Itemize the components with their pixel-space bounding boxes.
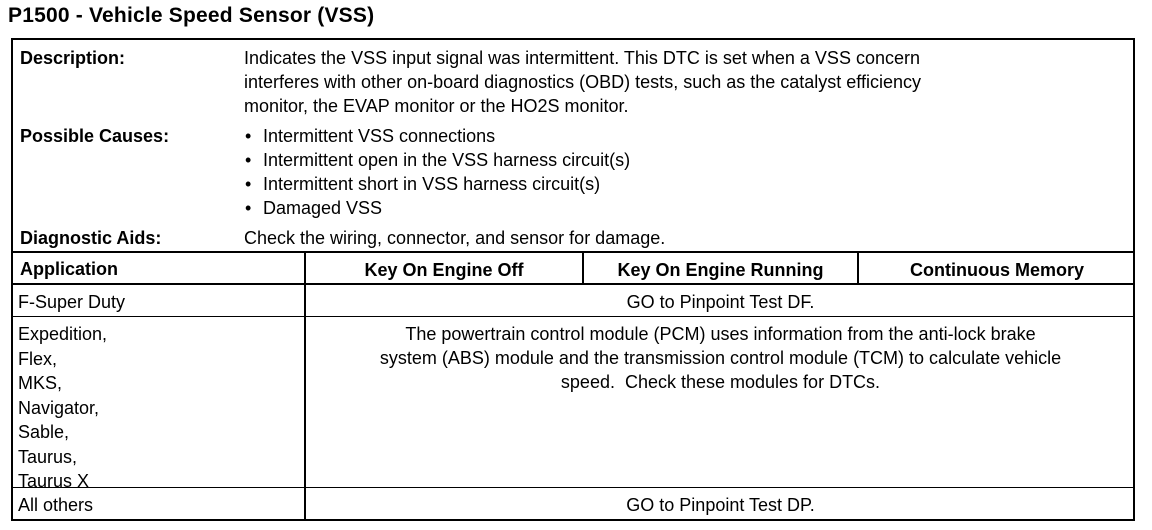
list-item: • Intermittent VSS connections [244, 124, 630, 148]
list-item: • Damaged VSS [244, 196, 630, 220]
table-row-application: All others [18, 495, 94, 515]
column-header-application: Application [20, 259, 118, 279]
list-item: Taurus, [18, 446, 78, 467]
list-item: Navigator, [18, 397, 100, 418]
table-row-application: F-Super Duty [18, 292, 126, 312]
table-row-action-line: system (ABS) module and the transmission control module (TCM) to calculate vehicle [379, 348, 1062, 368]
divider [11, 251, 1135, 253]
diagnostic-aids-label: Diagnostic Aids: [20, 228, 162, 248]
column-header-koeo: Key On Engine Off [364, 260, 524, 280]
description-label: Description: [20, 48, 126, 68]
list-item: • Intermittent short in VSS harness circuit(s) [244, 172, 630, 196]
table-row-action-line: speed. Check these modules for DTCs. [560, 372, 881, 392]
diagnostic-aids-text: Check the wiring, connector, and sensor for damage. [244, 228, 666, 248]
table-row-application-list [18, 322, 107, 494]
list-item: Flex, [18, 348, 58, 369]
description-line: Indicates the VSS input signal was intermittent. This DTC is set when a VSS concern [244, 48, 920, 68]
divider [11, 487, 1135, 488]
description-line: interferes with other on-board diagnostics (OBD) tests, such as the catalyst efficiency [244, 72, 921, 92]
divider [11, 316, 1135, 317]
list-item: Taurus X [18, 471, 90, 491]
table-row-action: GO to Pinpoint Test DF. [626, 292, 815, 312]
list-item: MKS, [18, 373, 63, 393]
possible-causes-list [244, 124, 630, 220]
list-item: Sable, [18, 422, 70, 442]
column-header-koer: Key On Engine Running [617, 260, 824, 280]
possible-causes-label: Possible Causes: [20, 126, 170, 146]
list-item: • Intermittent open in the VSS harness circuit(s) [244, 148, 630, 172]
table-row-action-line: The powertrain control module (PCM) uses information from the anti-lock brake [405, 324, 1036, 344]
list-item: Expedition, [18, 324, 108, 344]
description-line: monitor, the EVAP monitor or the HO2S monitor. [244, 96, 629, 116]
page-title: P1500 - Vehicle Speed Sensor (VSS) [8, 4, 375, 27]
column-header-continuous-memory: Continuous Memory [910, 260, 1084, 280]
table-row-action: GO to Pinpoint Test DP. [626, 495, 815, 515]
divider [11, 283, 1135, 285]
